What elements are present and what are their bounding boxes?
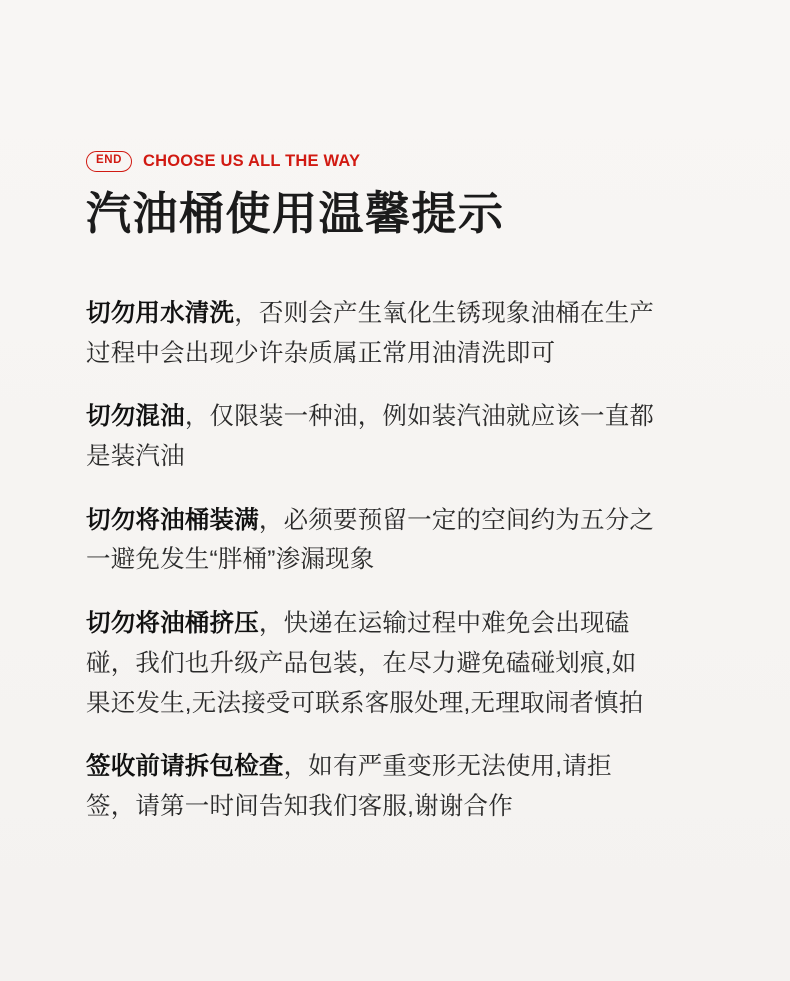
eyebrow (86, 148, 360, 174)
list-item (86, 397, 656, 476)
note-lead: 切勿混油 (86, 403, 185, 431)
note-body: ，快递在运输过程中难免会出现磕碰，我们也升级产品包装，在尽力避免磕碰划痕,如果还发生,无法接受可联系客服处理,无理取闹者慎拍 (86, 610, 644, 717)
list-item (86, 604, 656, 723)
list-item (86, 501, 656, 580)
note-body: ，必须要预留一定的空间约为五分之一避免发生“胖桶”渗漏现象 (86, 506, 655, 574)
note-lead: 切勿用水清洗 (86, 300, 235, 327)
note-body: ，如有严重变形无法使用,请拒签，请第一时间告知我们客服,谢谢合作 (86, 753, 612, 820)
list-item (86, 747, 656, 826)
eyebrow-tagline: CHOOSE US ALL THE WAY (143, 151, 361, 170)
note-lead: 切勿将油桶挤压 (86, 610, 259, 638)
note-body: ，否则会产生氧化生锈现象油桶在生产过程中会出现少许杂质属正常用油清洗即可 (86, 300, 655, 367)
note-lead: 切勿将油桶装满 (86, 506, 259, 534)
end-badge: END (86, 151, 132, 172)
note-lead: 签收前请拆包检查 (86, 753, 284, 781)
note-body: ，仅限装一种油，例如装汽油就应该一直都是装汽油 (86, 403, 655, 471)
list-item (86, 294, 656, 373)
notes-list (86, 294, 656, 827)
page-title: 汽油桶使用温馨提示 (86, 188, 505, 239)
